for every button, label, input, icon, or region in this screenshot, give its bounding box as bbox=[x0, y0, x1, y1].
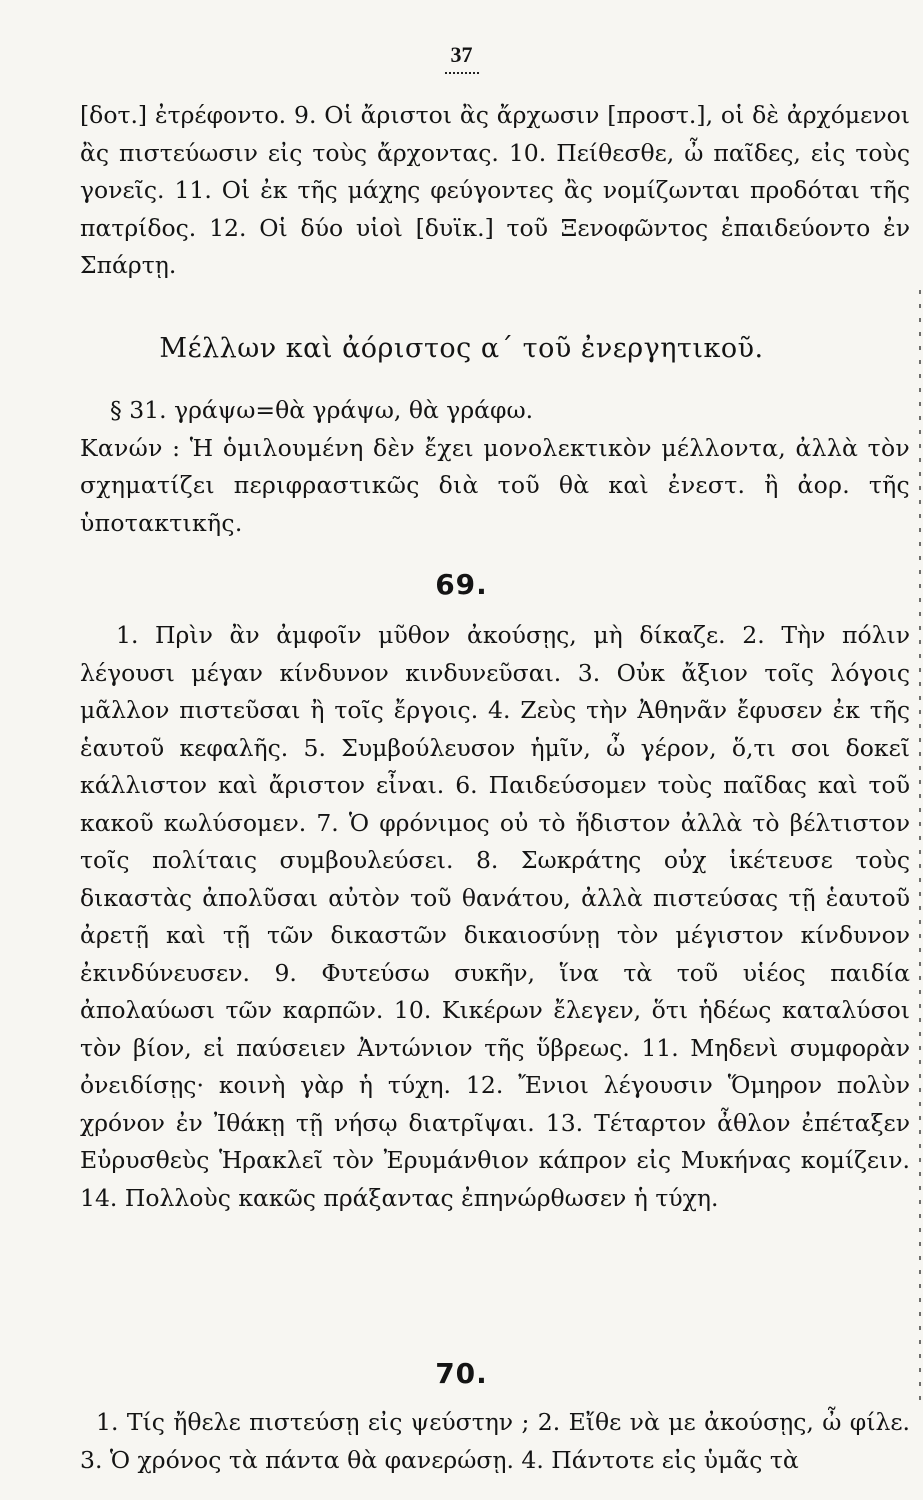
intro-paragraph: [δοτ.] ἐτρέφοντο. 9. Οἱ ἄριστοι ἂς ἄρχωσιν [προστ.], οἱ δὲ ἀρχόμενοι ἂς πιστεύωσιν εἰς τοὺς ἄρχοντας. 10. Πείθεσθε, ὦ παῖδες, εἰς τοὺς γονεῖς. 11. Οἱ ἐκ τῆς μάχης φεύγοντες ἂς νομίζωνται προδόται τῆς πατρίδος. 12. Οἱ δύο υἱοὶ [δυϊκ.] τοῦ Ξενοφῶντος ἐπαιδεύοντο ἐν Σπάρτῃ. bbox=[80, 101, 910, 279]
exercise-69-block bbox=[80, 617, 910, 1217]
page-number: 37 bbox=[445, 42, 479, 74]
paragraph-31: § 31. γράψω=θὰ γράψω, θὰ γράφω. bbox=[110, 396, 534, 424]
exercise-70-number: 70. bbox=[435, 1357, 488, 1390]
exercise-69-number: 69. bbox=[435, 568, 488, 601]
page-header bbox=[0, 42, 923, 74]
exercise-70-block bbox=[80, 1404, 910, 1479]
intro-block bbox=[80, 97, 910, 285]
page-edge-shadow bbox=[919, 290, 921, 1410]
exercise-69-text: 1. Πρὶν ἂν ἀμφοῖν μῦθον ἀκούσῃς, μὴ δίκαζε. 2. Τὴν πόλιν λέγουσι μέγαν κίνδυνον κινδυνεῦσαι. 3. Οὐκ ἄξιον τοῖς λόγοις μᾶλλον πιστεῦσαι ἢ τοῖς ἔργοις. 4. Ζεὺς τὴν Ἀθηνᾶν ἔφυσεν ἐκ τῆς ἑαυτοῦ κεφαλῆς. 5. Συμβούλευσον ἡμῖν, ὦ γέρον, ὅ,τι σοι δοκεῖ κάλλιστον καὶ ἄριστον εἶναι. 6. Παιδεύσομεν τοὺς παῖδας καὶ τοῦ κακοῦ κωλύσομεν. 7. Ὁ φρόνιμος οὐ τὸ ἥδιστον ἀλλὰ τὸ βέλτιστον τοῖς πολίταις συμβουλεύσει. 8. Σωκράτης οὐχ ἱκέτευσε τοὺς δικαστὰς ἀπολῦσαι αὐτὸν τοῦ θανάτου, ἀλλὰ πιστεύσας τῇ ἑαυτοῦ ἀρετῇ καὶ τῇ τῶν δικαστῶν δικαιοσύνῃ τὸν μέγιστον κίνδυνον ἐκινδύνευσεν. 9. Φυτεύσω συκῆν, ἵνα τὰ τοῦ υἱέος παιδία ἀπολαύωσι τῶν καρπῶν. 10. Κικέρων ἔλεγεν, ὅτι ἡδέως καταλύσοι τὸν βίον, εἰ παύσειεν Ἀντώνιον τῆς ὕβρεως. 11. Μηδενὶ συμφορὰν ὀνειδίσῃς· κοινὴ γὰρ ἡ τύχη. 12. Ἔνιοι λέγουσιν Ὅμηρον πολὺν χρόνον ἐν Ἰθάκῃ τῇ νήσῳ διατρῖψαι. 13. Τέταρτον ἆθλον ἐπέταξεν Εὐρυσθεὺς Ἡρακλεῖ τὸν Ἐρυμάνθιον κάπρον εἰς Μυκήνας κομίζειν. 14. Πολλοὺς κακῶς πράξαντας ἐπηνώρθωσεν ἡ τύχη. bbox=[80, 621, 910, 1212]
rule-text: Κανών : Ἡ ὁμιλουμένη δὲν ἔχει μονολεκτικὸν μέλλοντα, ἀλλὰ τὸν σχηματίζει περιφραστικῶς διὰ τοῦ θὰ καὶ ἐνεστ. ἢ ἀορ. τῆς ὑποτακτικῆς. bbox=[80, 433, 910, 537]
grammar-block bbox=[80, 392, 910, 542]
section-heading: Μέλλων καὶ ἀόριστος α΄ τοῦ ἐνεργητικοῦ. bbox=[159, 333, 764, 364]
exercise-70-text: 1. Τίς ἤθελε πιστεύσῃ εἰς ψεύστην ; 2. Εἴθε νὰ με ἀκούσῃς, ὦ φίλε. 3. Ὁ χρόνος τὰ πάντα θὰ φανερώσῃ. 4. Πάντοτε εἰς ὑμᾶς τὰ bbox=[80, 1408, 910, 1474]
